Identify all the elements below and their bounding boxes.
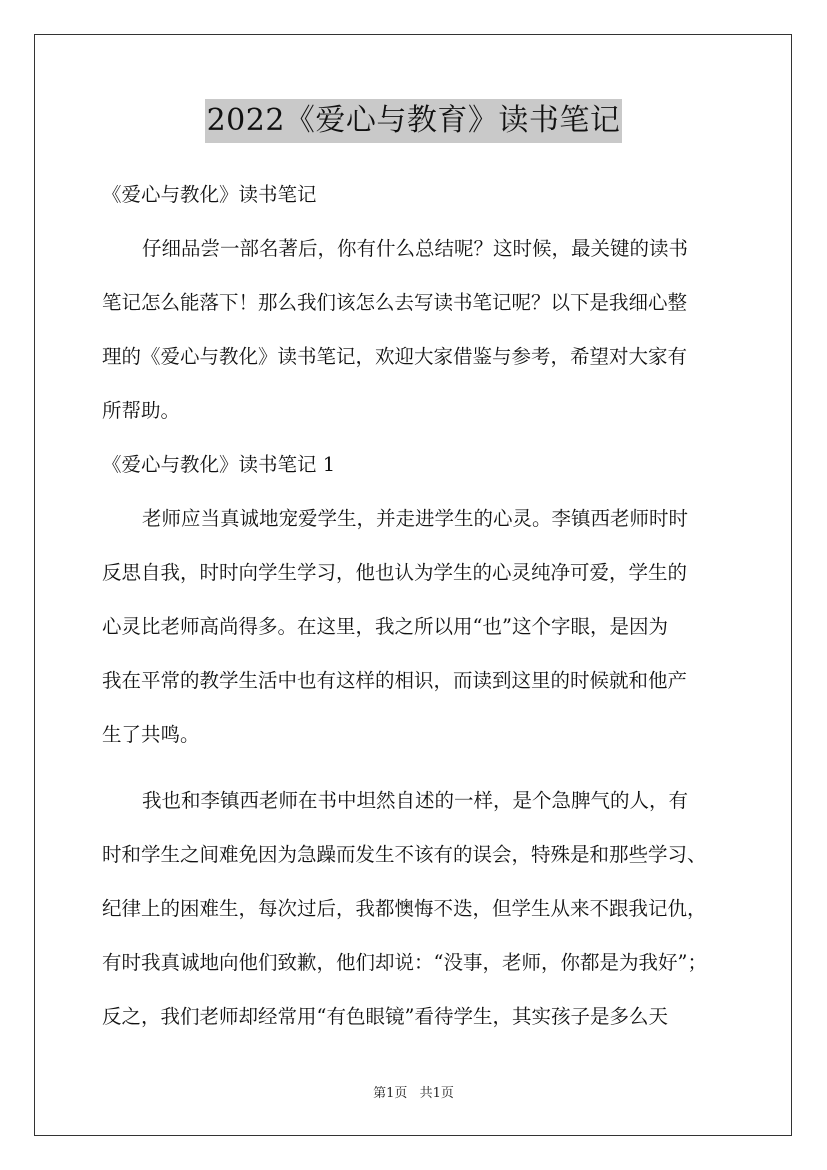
document-body [102, 168, 729, 1044]
body-line: 所帮助。 [102, 399, 181, 422]
body-line: 时和学生之间难免因为急躁而发生不该有的误会，特殊是和那些学习、 [102, 843, 707, 866]
body-line: 有时我真诚地向他们致歉，他们却说：“没事，老师，你都是为我好”； [102, 951, 707, 974]
page-footer [0, 1082, 827, 1101]
body-line: 笔记怎么能落下！那么我们该怎么去写读书笔记呢？以下是我细心整 [102, 291, 688, 314]
section-heading: 《爱心与教化》读书笔记 1 [102, 453, 336, 476]
section-heading: 《爱心与教化》读书笔记 [102, 183, 317, 206]
title-wrap [0, 99, 827, 143]
paragraph-gap [102, 762, 729, 774]
page-number: 第1页 [373, 1086, 408, 1101]
body-line: 反思自我，时时向学生学习，他也认为学生的心灵纯净可爱，学生的 [102, 561, 688, 584]
body-line: 我也和李镇西老师在书中坦然自述的一样，是个急脾气的人，有 [142, 789, 689, 812]
page-total: 共1页 [419, 1086, 454, 1101]
body-line: 生了共鸣。 [102, 723, 200, 746]
body-line: 反之，我们老师却经常用“有色眼镜”看待学生，其实孩子是多么天 [102, 1005, 668, 1028]
body-line: 仔细品尝一部名著后，你有什么总结呢？这时候，最关键的读书 [142, 237, 689, 260]
document-title: 2022《爱心与教育》读书笔记 [205, 99, 623, 143]
body-line: 纪律上的困难生，每次过后，我都懊悔不迭，但学生从来不跟我记仇， [102, 897, 707, 920]
body-line: 我在平常的教学生活中也有这样的相识，而读到这里的时候就和他产 [102, 669, 688, 692]
body-line: 老师应当真诚地宠爱学生，并走进学生的心灵。李镇西老师时时 [142, 507, 689, 530]
body-line: 心灵比老师高尚得多。在这里，我之所以用“也”这个字眼，是因为 [102, 615, 668, 638]
body-line: 理的《爱心与教化》读书笔记，欢迎大家借鉴与参考，希望对大家有 [102, 345, 688, 368]
